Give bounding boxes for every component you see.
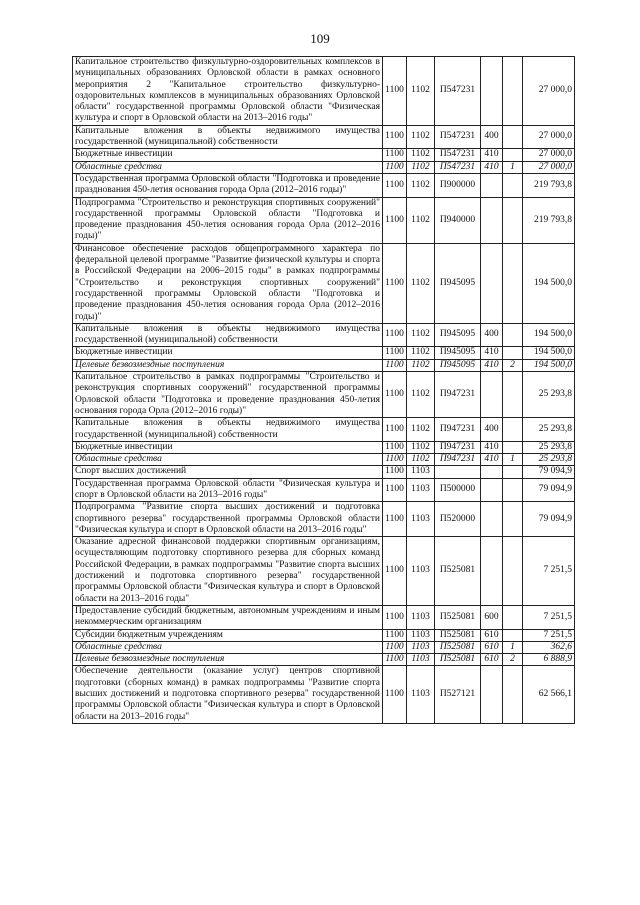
- row-name: Субсидии бюджетным учреждениям: [73, 629, 383, 641]
- funding-source-code: [503, 125, 523, 149]
- subsection-code: 1103: [407, 629, 435, 641]
- amount: 25 293,8: [523, 441, 575, 453]
- section-code: 1100: [383, 243, 407, 323]
- funding-source-code: [503, 243, 523, 323]
- target-article-code: П547231: [435, 149, 481, 161]
- target-article-code: П947231: [435, 454, 481, 466]
- amount: 219 793,8: [523, 173, 575, 197]
- target-article-code: П947231: [435, 441, 481, 453]
- target-article-code: П945095: [435, 347, 481, 359]
- subsection-code: 1103: [407, 478, 435, 502]
- row-name: Областные средства: [73, 454, 383, 466]
- row-name: Спорт высших достижений: [73, 466, 383, 478]
- subsection-code: 1102: [407, 372, 435, 418]
- subsection-code: 1102: [407, 149, 435, 161]
- amount: 25 293,8: [523, 454, 575, 466]
- section-code: 1100: [383, 323, 407, 347]
- expense-type-code: [481, 537, 503, 606]
- section-code: 1100: [383, 629, 407, 641]
- expense-type-code: [481, 478, 503, 502]
- funding-source-code: [503, 57, 523, 126]
- section-code: 1100: [383, 654, 407, 666]
- page-number: 109: [310, 31, 330, 46]
- table-row: [73, 654, 575, 666]
- row-name: Капитальные вложения в объекты недвижимого имущества государственной (муниципальной) собственности: [73, 418, 383, 442]
- expense-type-code: 400: [481, 323, 503, 347]
- section-code: 1100: [383, 57, 407, 126]
- section-code: 1100: [383, 537, 407, 606]
- table-row: [73, 347, 575, 359]
- subsection-code: 1102: [407, 323, 435, 347]
- expense-type-code: [481, 197, 503, 243]
- amount: 27 000,0: [523, 57, 575, 126]
- row-name: Подпрограмма "Развитие спорта высших достижений и подготовка спортивного резерва" государственной программы Орловской области "Физическая культура и спорт в Орловской области на 2013–2016 годы": [73, 502, 383, 537]
- subsection-code: 1102: [407, 243, 435, 323]
- funding-source-code: 2: [503, 359, 523, 371]
- expense-type-code: 410: [481, 454, 503, 466]
- row-name: Бюджетные инвестиции: [73, 347, 383, 359]
- amount: 7 251,5: [523, 629, 575, 641]
- funding-source-code: [503, 197, 523, 243]
- table-row: [73, 418, 575, 442]
- section-code: 1100: [383, 372, 407, 418]
- section-code: 1100: [383, 125, 407, 149]
- target-article-code: П547231: [435, 161, 481, 173]
- row-name: Предоставление субсидий бюджетным, автономным учреждениям и иным некоммерческим организациям: [73, 605, 383, 629]
- section-code: 1100: [383, 502, 407, 537]
- target-article-code: П547231: [435, 57, 481, 126]
- expense-type-code: 410: [481, 149, 503, 161]
- target-article-code: П525081: [435, 605, 481, 629]
- expense-type-code: 400: [481, 125, 503, 149]
- table-row: [73, 666, 575, 723]
- section-code: 1100: [383, 605, 407, 629]
- amount: 194 500,0: [523, 347, 575, 359]
- expense-type-code: 600: [481, 605, 503, 629]
- table-row: [73, 57, 575, 126]
- table-row: [73, 149, 575, 161]
- target-article-code: [435, 466, 481, 478]
- section-code: 1100: [383, 666, 407, 723]
- amount: 79 094,9: [523, 466, 575, 478]
- table-row: [73, 359, 575, 371]
- subsection-code: 1102: [407, 359, 435, 371]
- target-article-code: П500000: [435, 478, 481, 502]
- subsection-code: 1103: [407, 654, 435, 666]
- amount: 25 293,8: [523, 418, 575, 442]
- subsection-code: 1103: [407, 605, 435, 629]
- table-row: [73, 243, 575, 323]
- subsection-code: 1102: [407, 197, 435, 243]
- section-code: 1100: [383, 418, 407, 442]
- table-row: [73, 605, 575, 629]
- subsection-code: 1102: [407, 161, 435, 173]
- row-name: Капитальные вложения в объекты недвижимого имущества государственной (муниципальной) собственности: [73, 323, 383, 347]
- amount: 27 000,0: [523, 149, 575, 161]
- funding-source-code: [503, 666, 523, 723]
- section-code: 1100: [383, 454, 407, 466]
- budget-table: [72, 56, 575, 724]
- target-article-code: П525081: [435, 641, 481, 653]
- table-row: [73, 323, 575, 347]
- expense-type-code: [481, 502, 503, 537]
- funding-source-code: [503, 605, 523, 629]
- funding-source-code: [503, 629, 523, 641]
- target-article-code: П547231: [435, 125, 481, 149]
- expense-type-code: 400: [481, 418, 503, 442]
- target-article-code: П527121: [435, 666, 481, 723]
- section-code: 1100: [383, 641, 407, 653]
- expense-type-code: 410: [481, 347, 503, 359]
- table-row: [73, 478, 575, 502]
- amount: 27 000,0: [523, 161, 575, 173]
- expense-type-code: [481, 57, 503, 126]
- expense-type-code: [481, 666, 503, 723]
- expense-type-code: [481, 466, 503, 478]
- table-row: [73, 441, 575, 453]
- row-name: Капитальное строительство физкультурно-оздоровительных комплексов в муниципальных образованиях Орловской области в рамках основного мероприятия 2 "Капитальное строительство физкультурно-оздоровительных комплексов в муниципальных образованиях Орловской области" государственной программы Орловской области "Физическая культура и спорт в Орловской области на 2013–2016 годы": [73, 57, 383, 126]
- subsection-code: 1102: [407, 57, 435, 126]
- funding-source-code: 1: [503, 454, 523, 466]
- funding-source-code: [503, 149, 523, 161]
- expense-type-code: [481, 372, 503, 418]
- amount: 6 888,9: [523, 654, 575, 666]
- subsection-code: 1102: [407, 418, 435, 442]
- row-name: Бюджетные инвестиции: [73, 441, 383, 453]
- row-name: Областные средства: [73, 161, 383, 173]
- section-code: 1100: [383, 478, 407, 502]
- expense-type-code: 410: [481, 441, 503, 453]
- section-code: 1100: [383, 466, 407, 478]
- amount: 219 793,8: [523, 197, 575, 243]
- expense-type-code: 610: [481, 629, 503, 641]
- funding-source-code: [503, 418, 523, 442]
- amount: 62 566,1: [523, 666, 575, 723]
- target-article-code: П525081: [435, 654, 481, 666]
- section-code: 1100: [383, 149, 407, 161]
- section-code: 1100: [383, 197, 407, 243]
- table-row: [73, 537, 575, 606]
- amount: 79 094,9: [523, 478, 575, 502]
- target-article-code: П945095: [435, 243, 481, 323]
- funding-source-code: [503, 466, 523, 478]
- section-code: 1100: [383, 347, 407, 359]
- amount: 194 500,0: [523, 359, 575, 371]
- funding-source-code: [503, 173, 523, 197]
- row-name: Государственная программа Орловской области "Физическая культура и спорт в Орловской области на 2013–2016 годы": [73, 478, 383, 502]
- amount: 7 251,5: [523, 605, 575, 629]
- amount: 7 251,5: [523, 537, 575, 606]
- subsection-code: 1102: [407, 173, 435, 197]
- section-code: 1100: [383, 441, 407, 453]
- amount: 27 000,0: [523, 125, 575, 149]
- table-row: [73, 641, 575, 653]
- row-name: Обеспечение деятельности (оказание услуг) центров спортивной подготовки (сборных команд) в рамках подпрограммы "Развитие спорта высших достижений и подготовка спортивного резерва" государственной программы Орловской области "Физическая культура и спорт в Орловской области на 2013–2016 годы": [73, 666, 383, 723]
- table-row: [73, 161, 575, 173]
- amount: 194 500,0: [523, 323, 575, 347]
- amount: 25 293,8: [523, 372, 575, 418]
- funding-source-code: 1: [503, 641, 523, 653]
- funding-source-code: [503, 323, 523, 347]
- section-code: 1100: [383, 173, 407, 197]
- table-row: [73, 454, 575, 466]
- target-article-code: П947231: [435, 372, 481, 418]
- target-article-code: П947231: [435, 418, 481, 442]
- row-name: Государственная программа Орловской области "Подготовка и проведение празднования 450-летия основания города Орла (2012–2016 годы)": [73, 173, 383, 197]
- row-name: Целевые безвозмездные поступления: [73, 654, 383, 666]
- amount: 362,6: [523, 641, 575, 653]
- row-name: Подпрограмма "Строительство и реконструкция спортивных сооружений" государственной программы Орловской области "Подготовка и проведение празднования 450-летия основания города Орла (2012–2016 годы)": [73, 197, 383, 243]
- target-article-code: П945095: [435, 323, 481, 347]
- funding-source-code: [503, 372, 523, 418]
- table-row: [73, 629, 575, 641]
- target-article-code: П525081: [435, 629, 481, 641]
- table-row: [73, 125, 575, 149]
- table-row: [73, 372, 575, 418]
- expense-type-code: 410: [481, 359, 503, 371]
- table-row: [73, 466, 575, 478]
- expense-type-code: [481, 243, 503, 323]
- row-name: Капитальные вложения в объекты недвижимого имущества государственной (муниципальной) собственности: [73, 125, 383, 149]
- section-code: 1100: [383, 161, 407, 173]
- expense-type-code: 610: [481, 654, 503, 666]
- target-article-code: П945095: [435, 359, 481, 371]
- row-name: Оказание адресной финансовой поддержки спортивным организациям, осуществляющим подготовку спортивного резерва для сборных команд Российской Федерации, в рамках подпрограммы "Развитие спорта высших достижений и подготовка спортивного резерва" государственной программы Орловской области "Физическая культура и спорт в Орловской области на 2013–2016 годы": [73, 537, 383, 606]
- expense-type-code: 610: [481, 641, 503, 653]
- row-name: Областные средства: [73, 641, 383, 653]
- funding-source-code: 2: [503, 654, 523, 666]
- subsection-code: 1103: [407, 537, 435, 606]
- subsection-code: 1103: [407, 466, 435, 478]
- table-row: [73, 197, 575, 243]
- target-article-code: П520000: [435, 502, 481, 537]
- section-code: 1100: [383, 359, 407, 371]
- subsection-code: 1103: [407, 502, 435, 537]
- row-name: Капитальное строительство в рамках подпрограммы "Строительство и реконструкция спортивных сооружений" государственной программы Орловской области "Подготовка и проведение празднования 450-летия основания города Орла (2012–2016 годы)": [73, 372, 383, 418]
- row-name: Финансовое обеспечение расходов общепрограммного характера по федеральной целевой программе "Развитие физической культуры и спорта в Российской Федерации на 2006–2015 годы" в рамках подпрограммы "Строительство и реконструкция спортивных сооружений" государственной программы Орловской области "Подготовка и проведение празднования 450-летия основания города Орла (2012–2016 годы)": [73, 243, 383, 323]
- target-article-code: П525081: [435, 537, 481, 606]
- funding-source-code: [503, 347, 523, 359]
- subsection-code: 1102: [407, 441, 435, 453]
- funding-source-code: [503, 502, 523, 537]
- table-row: [73, 502, 575, 537]
- funding-source-code: [503, 537, 523, 606]
- funding-source-code: 1: [503, 161, 523, 173]
- funding-source-code: [503, 478, 523, 502]
- target-article-code: П940000: [435, 197, 481, 243]
- subsection-code: 1103: [407, 641, 435, 653]
- target-article-code: П900000: [435, 173, 481, 197]
- expense-type-code: [481, 173, 503, 197]
- subsection-code: 1102: [407, 454, 435, 466]
- expense-type-code: 410: [481, 161, 503, 173]
- row-name: Целевые безвозмездные поступления: [73, 359, 383, 371]
- table-row: [73, 173, 575, 197]
- row-name: Бюджетные инвестиции: [73, 149, 383, 161]
- subsection-code: 1102: [407, 347, 435, 359]
- amount: 194 500,0: [523, 243, 575, 323]
- amount: 79 094,9: [523, 502, 575, 537]
- funding-source-code: [503, 441, 523, 453]
- subsection-code: 1102: [407, 125, 435, 149]
- subsection-code: 1103: [407, 666, 435, 723]
